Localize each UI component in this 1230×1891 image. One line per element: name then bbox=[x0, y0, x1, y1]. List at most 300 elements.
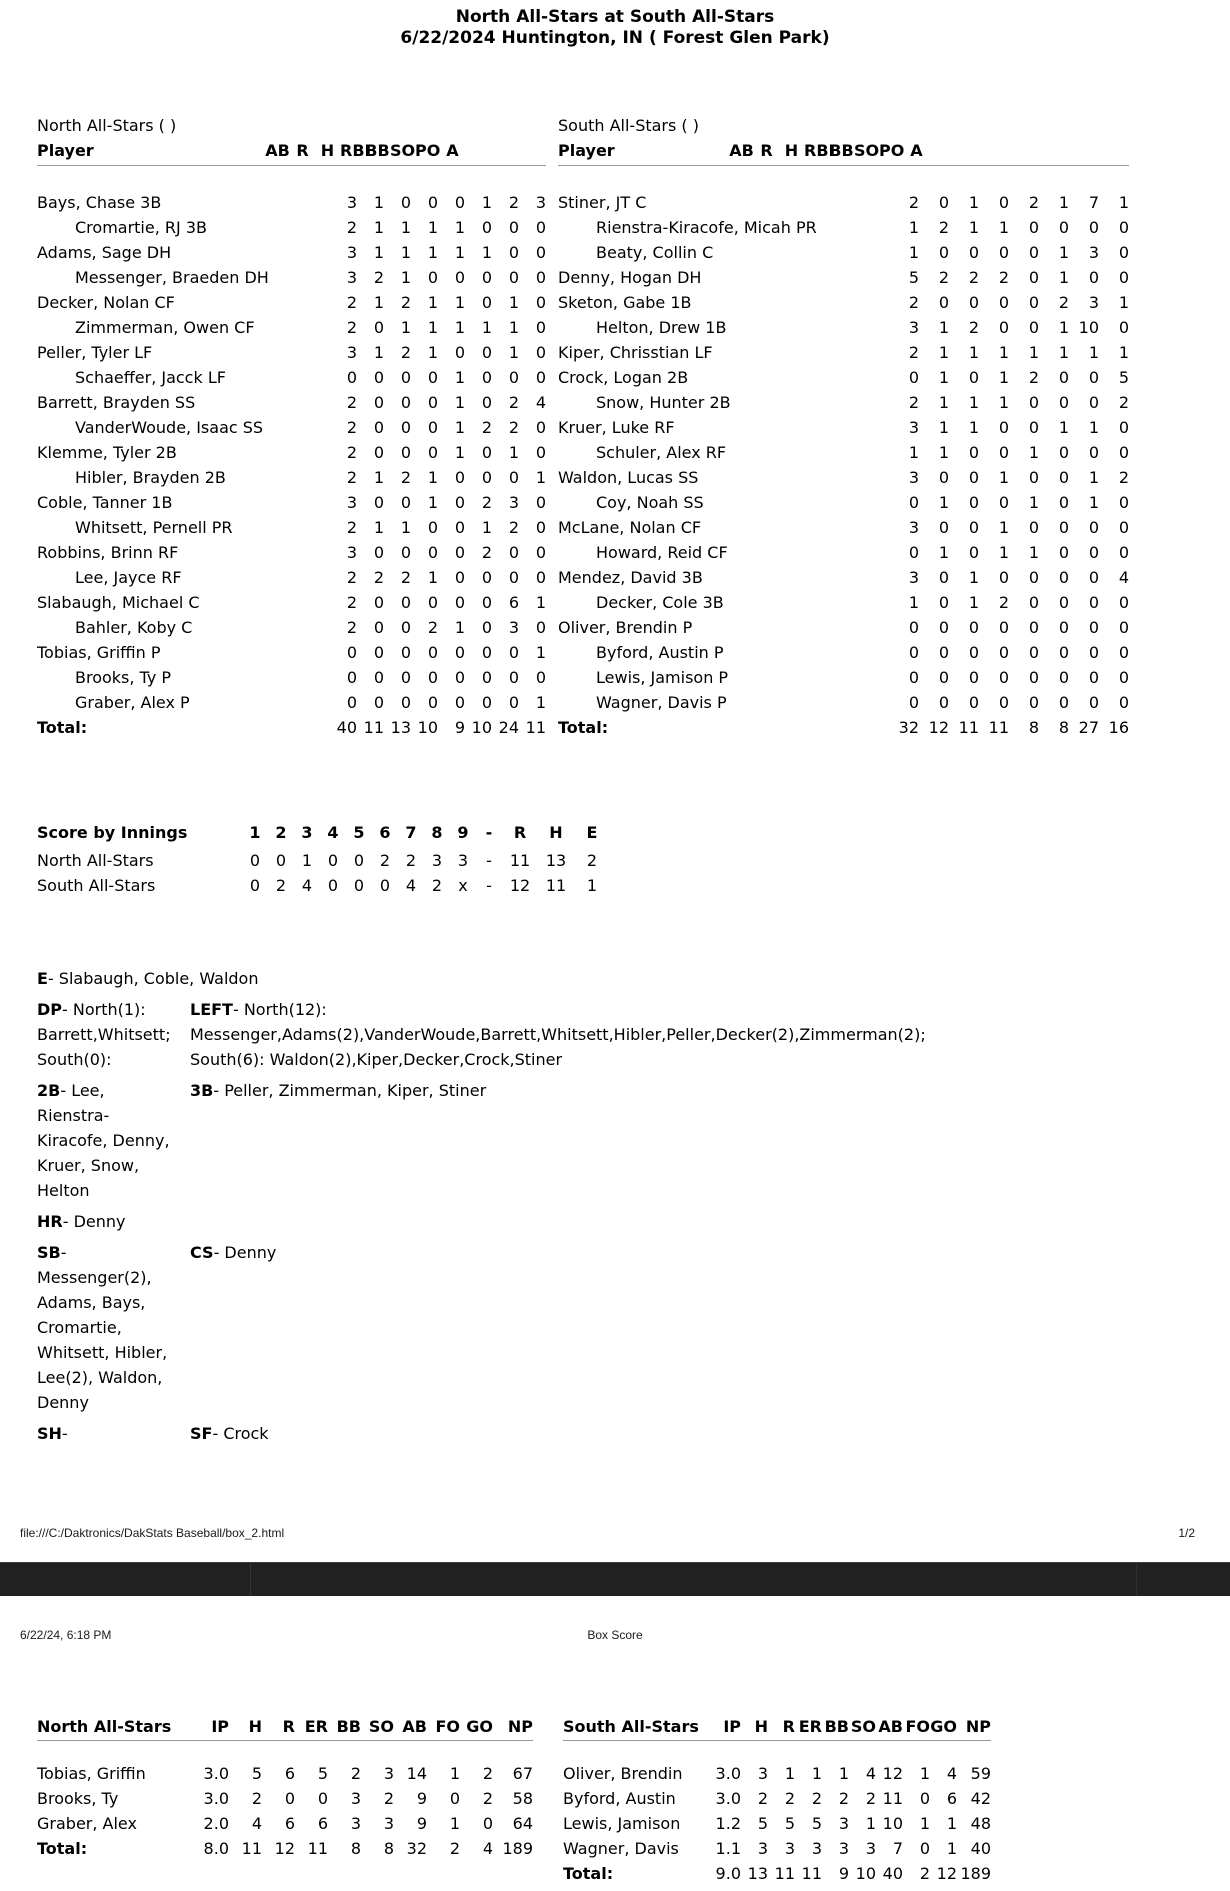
stat-h: 0 bbox=[400, 543, 411, 562]
stat-r: 1 bbox=[938, 393, 949, 412]
stat-er: 6 bbox=[317, 1814, 328, 1833]
stat-h: 0 bbox=[400, 693, 411, 712]
stat-r: 0 bbox=[284, 1789, 295, 1808]
batting-row bbox=[558, 665, 1129, 690]
stat-r: 5 bbox=[784, 1814, 795, 1833]
stat-po: 1 bbox=[1088, 493, 1099, 512]
stat-h: 2 bbox=[400, 568, 411, 587]
game-title bbox=[37, 0, 1193, 49]
stat-rbi: 1 bbox=[427, 568, 438, 587]
stat-h: 0 bbox=[400, 418, 411, 437]
stat-r: 0 bbox=[373, 443, 384, 462]
stat-er: 5 bbox=[317, 1764, 328, 1783]
note-text: - Lee, Rienstra-Kiracofe, Denny, Kruer, Snow, Helton bbox=[37, 1081, 170, 1200]
stat-ab: 3 bbox=[346, 268, 357, 287]
runs-header: R bbox=[513, 823, 527, 842]
stat-so: 0 bbox=[1058, 618, 1069, 637]
stat-so: 2 bbox=[865, 1789, 876, 1808]
stat-h: 2 bbox=[400, 293, 411, 312]
col-header-ab: AB bbox=[265, 141, 290, 160]
stat-go: 1 bbox=[946, 1839, 957, 1858]
stat-a: 1 bbox=[1118, 193, 1129, 212]
player-name: Crock, Logan 2B bbox=[558, 368, 689, 387]
line-score-header bbox=[37, 820, 1193, 845]
stat-rbi: 0 bbox=[427, 443, 438, 462]
stat-so: 0 bbox=[481, 343, 492, 362]
stat-ab: 3 bbox=[346, 493, 357, 512]
runs-value: 11 bbox=[509, 851, 531, 870]
stat-rbi: 1 bbox=[998, 393, 1009, 412]
stat-r: 1 bbox=[373, 518, 384, 537]
stat-so: 0 bbox=[1058, 568, 1069, 587]
stat-so: 2 bbox=[481, 418, 492, 437]
stat-h: 0 bbox=[400, 368, 411, 387]
player-name: Rienstra-Kiracofe, Micah PR bbox=[596, 218, 817, 237]
player-name: Schaeffer, Jacck LF bbox=[75, 368, 226, 387]
player-name: Mendez, David 3B bbox=[558, 568, 703, 587]
stat-rbi: 1 bbox=[427, 318, 438, 337]
stat-a: 0 bbox=[1118, 318, 1129, 337]
batting-row bbox=[37, 365, 546, 390]
inning-score: 0 bbox=[327, 851, 339, 870]
stat-rbi: 0 bbox=[427, 643, 438, 662]
stat-h: 2 bbox=[968, 318, 979, 337]
batting-row bbox=[558, 490, 1129, 515]
stat-column-headers bbox=[265, 141, 465, 160]
batting-row bbox=[37, 390, 546, 415]
player-name: Klemme, Tyler 2B bbox=[37, 443, 177, 462]
stat-rbi: 0 bbox=[427, 418, 438, 437]
stat-po: 0 bbox=[508, 668, 519, 687]
note-label: SF bbox=[190, 1424, 213, 1443]
stat-h: 1 bbox=[968, 393, 979, 412]
stat-h: 0 bbox=[968, 543, 979, 562]
stat-ip: 3.0 bbox=[203, 1789, 229, 1808]
stat-ab: 1 bbox=[908, 443, 919, 462]
stat-ab: 2 bbox=[908, 193, 919, 212]
col-header-er: ER bbox=[304, 1717, 328, 1736]
player-name: Slabaugh, Michael C bbox=[37, 593, 200, 612]
stat-h: 5 bbox=[757, 1814, 768, 1833]
stat-ab: 2 bbox=[346, 218, 357, 237]
stat-r: 1 bbox=[938, 418, 949, 437]
stat-h: 2 bbox=[400, 343, 411, 362]
col-header-fo: FO bbox=[905, 1717, 930, 1736]
stat-so: 0 bbox=[1058, 368, 1069, 387]
stat-so: 0 bbox=[1058, 543, 1069, 562]
stat-po: 1 bbox=[508, 343, 519, 362]
line-score-team: South All-Stars bbox=[37, 876, 156, 895]
stat-h: 3 bbox=[757, 1839, 768, 1858]
game-title-line1: North All-Stars at South All-Stars bbox=[455, 7, 775, 27]
batting-row bbox=[558, 265, 1129, 290]
total-a: 11 bbox=[525, 718, 546, 737]
total-h: 13 bbox=[747, 1864, 768, 1883]
player-name: Lee, Jayce RF bbox=[75, 568, 182, 587]
stat-a: 0 bbox=[1118, 493, 1129, 512]
errors-value: 1 bbox=[586, 876, 598, 895]
batting-row bbox=[558, 215, 1129, 240]
inning-score: 0 bbox=[353, 851, 365, 870]
col-header-r: R bbox=[782, 1717, 795, 1736]
player-name: Tobias, Griffin P bbox=[37, 643, 161, 662]
player-column-header: Player bbox=[37, 141, 94, 160]
stat-r: 6 bbox=[284, 1814, 295, 1833]
col-header-so: SO bbox=[368, 1717, 394, 1736]
batting-row bbox=[37, 590, 546, 615]
pitching-row bbox=[37, 1811, 533, 1836]
stat-bb: 0 bbox=[1028, 243, 1039, 262]
stat-h: 1 bbox=[968, 593, 979, 612]
stat-np: 58 bbox=[512, 1789, 533, 1808]
note-stolen-bases bbox=[37, 1240, 179, 1415]
stat-h: 0 bbox=[400, 618, 411, 637]
player-name: Peller, Tyler LF bbox=[37, 343, 153, 362]
stat-bb: 1 bbox=[454, 218, 465, 237]
pitching-rows-north bbox=[37, 1761, 533, 1836]
runs-value: 12 bbox=[509, 876, 531, 895]
stat-ab: 2 bbox=[346, 443, 357, 462]
stat-so: 0 bbox=[481, 618, 492, 637]
stat-bb: 0 bbox=[454, 693, 465, 712]
stat-ip: 3.0 bbox=[715, 1764, 741, 1783]
stat-po: 2 bbox=[508, 393, 519, 412]
stat-r: 2 bbox=[373, 568, 384, 587]
stat-np: 59 bbox=[970, 1764, 991, 1783]
col-header-so: SO bbox=[850, 1717, 876, 1736]
col-header-ab: AB bbox=[402, 1717, 427, 1736]
stat-r: 1 bbox=[938, 318, 949, 337]
col-header-po: PO bbox=[415, 141, 441, 160]
stat-po: 0 bbox=[1088, 593, 1099, 612]
stat-bb: 3 bbox=[838, 1814, 849, 1833]
pitching-table-north bbox=[37, 1715, 533, 1886]
stat-po: 0 bbox=[1088, 693, 1099, 712]
stat-po: 0 bbox=[1088, 218, 1099, 237]
stat-a: 0 bbox=[535, 243, 546, 262]
stat-rbi: 0 bbox=[427, 268, 438, 287]
pitcher-name: Wagner, Davis bbox=[563, 1839, 679, 1858]
note-2b-3b bbox=[37, 1078, 1193, 1203]
stat-a: 0 bbox=[1118, 543, 1129, 562]
player-name: Kiper, Chrisstian LF bbox=[558, 343, 713, 362]
stat-r: 0 bbox=[373, 493, 384, 512]
inning-score: 0 bbox=[327, 876, 339, 895]
stat-h: 1 bbox=[400, 243, 411, 262]
note-sac-flies bbox=[190, 1421, 1193, 1446]
stat-ip: 2.0 bbox=[203, 1814, 229, 1833]
stat-so: 1 bbox=[481, 243, 492, 262]
stat-rbi: 0 bbox=[427, 368, 438, 387]
stat-a: 0 bbox=[535, 293, 546, 312]
stat-po: 0 bbox=[508, 218, 519, 237]
inning-dash: - bbox=[485, 823, 493, 842]
col-header-ab: AB bbox=[878, 1717, 903, 1736]
stat-h: 0 bbox=[968, 518, 979, 537]
inning-score: 0 bbox=[379, 876, 391, 895]
stat-r: 2 bbox=[938, 268, 949, 287]
stat-bb: 2 bbox=[838, 1789, 849, 1808]
note-label: HR bbox=[37, 1212, 63, 1231]
batting-row bbox=[37, 565, 546, 590]
page-separator bbox=[0, 1562, 1230, 1596]
stat-go: 6 bbox=[946, 1789, 957, 1808]
stat-bb: 1 bbox=[1028, 443, 1039, 462]
pitcher-name: Graber, Alex bbox=[37, 1814, 137, 1833]
line-score-row bbox=[37, 848, 1193, 873]
stat-po: 1 bbox=[1088, 418, 1099, 437]
stat-bb: 0 bbox=[454, 543, 465, 562]
stat-r: 6 bbox=[284, 1764, 295, 1783]
stat-ip: 1.2 bbox=[715, 1814, 741, 1833]
total-bb: 9 bbox=[454, 718, 465, 737]
stat-so: 3 bbox=[865, 1839, 876, 1858]
stat-h: 0 bbox=[968, 618, 979, 637]
stat-bb: 0 bbox=[1028, 643, 1039, 662]
stat-rbi: 1 bbox=[998, 543, 1009, 562]
stat-a: 0 bbox=[535, 368, 546, 387]
col-header-ip: IP bbox=[211, 1717, 229, 1736]
col-header-h: H bbox=[754, 1717, 768, 1736]
batting-section bbox=[37, 113, 1193, 740]
stat-so: 0 bbox=[481, 693, 492, 712]
stat-r: 0 bbox=[938, 468, 949, 487]
pitching-section bbox=[0, 1715, 1230, 1886]
batting-row bbox=[558, 515, 1129, 540]
stat-po: 0 bbox=[1088, 393, 1099, 412]
total-label: Total: bbox=[37, 718, 88, 737]
stat-so: 0 bbox=[1058, 518, 1069, 537]
stat-a: 0 bbox=[535, 218, 546, 237]
stat-ab: 3 bbox=[346, 243, 357, 262]
stat-a: 2 bbox=[1118, 468, 1129, 487]
batting-row bbox=[37, 290, 546, 315]
stat-ab: 10 bbox=[882, 1814, 903, 1833]
stat-go: 1 bbox=[946, 1814, 957, 1833]
note-sb-cs bbox=[37, 1240, 1193, 1415]
note-text: - bbox=[61, 1424, 68, 1443]
batting-row bbox=[37, 490, 546, 515]
line-score-title: Score by Innings bbox=[37, 823, 188, 842]
player-name: Graber, Alex P bbox=[75, 693, 190, 712]
stat-so: 0 bbox=[481, 268, 492, 287]
stat-bb: 0 bbox=[1028, 693, 1039, 712]
stat-a: 0 bbox=[1118, 243, 1129, 262]
stat-po: 3 bbox=[508, 618, 519, 637]
stat-po: 3 bbox=[1088, 293, 1099, 312]
stat-h: 0 bbox=[400, 393, 411, 412]
batting-row bbox=[37, 615, 546, 640]
stat-h: 0 bbox=[968, 368, 979, 387]
hits-value: 11 bbox=[545, 876, 567, 895]
stat-bb: 0 bbox=[454, 568, 465, 587]
stat-h: 0 bbox=[968, 643, 979, 662]
stat-so: 0 bbox=[1058, 693, 1069, 712]
stat-r: 0 bbox=[938, 618, 949, 637]
stat-bb: 1 bbox=[838, 1764, 849, 1783]
col-header-po: PO bbox=[879, 141, 905, 160]
stat-a: 0 bbox=[535, 668, 546, 687]
player-name: Sketon, Gabe 1B bbox=[558, 293, 692, 312]
batting-row bbox=[558, 640, 1129, 665]
stat-so: 0 bbox=[481, 643, 492, 662]
stat-so: 1 bbox=[1058, 268, 1069, 287]
stat-so: 1 bbox=[481, 318, 492, 337]
stat-bb: 3 bbox=[838, 1839, 849, 1858]
stat-so: 0 bbox=[1058, 493, 1069, 512]
stat-po: 0 bbox=[508, 568, 519, 587]
stat-so: 1 bbox=[865, 1814, 876, 1833]
stat-rbi: 0 bbox=[998, 618, 1009, 637]
stat-r: 1 bbox=[938, 368, 949, 387]
stat-er: 2 bbox=[811, 1789, 822, 1808]
stat-r: 0 bbox=[373, 668, 384, 687]
batting-row bbox=[558, 565, 1129, 590]
stat-ab: 3 bbox=[908, 318, 919, 337]
stat-ab: 0 bbox=[346, 668, 357, 687]
stat-ab: 3 bbox=[346, 193, 357, 212]
inning-dash: - bbox=[486, 851, 492, 870]
batting-row bbox=[558, 440, 1129, 465]
stat-so: 2 bbox=[1058, 293, 1069, 312]
stat-so: 0 bbox=[1058, 218, 1069, 237]
stat-a: 3 bbox=[535, 193, 546, 212]
stat-h: 4 bbox=[251, 1814, 262, 1833]
stat-rbi: 2 bbox=[998, 593, 1009, 612]
stat-bb: 0 bbox=[1028, 468, 1039, 487]
note-sac-hits bbox=[37, 1421, 179, 1446]
stat-so: 0 bbox=[1058, 668, 1069, 687]
stat-po: 0 bbox=[508, 693, 519, 712]
stat-so: 3 bbox=[383, 1814, 394, 1833]
pitching-row bbox=[563, 1836, 991, 1861]
batting-row bbox=[558, 340, 1129, 365]
stat-a: 4 bbox=[1118, 568, 1129, 587]
hits-value: 13 bbox=[545, 851, 567, 870]
page1-print-footer bbox=[0, 1526, 1230, 1541]
stat-rbi: 0 bbox=[427, 193, 438, 212]
note-text: - Denny bbox=[213, 1243, 277, 1262]
stat-fo: 1 bbox=[919, 1764, 930, 1783]
stat-er: 1 bbox=[811, 1764, 822, 1783]
col-header-rbi: RBI bbox=[340, 141, 371, 160]
stat-fo: 1 bbox=[449, 1814, 460, 1833]
stat-ip: 3.0 bbox=[715, 1789, 741, 1808]
stat-a: 0 bbox=[1118, 418, 1129, 437]
stat-ab: 1 bbox=[908, 593, 919, 612]
player-name: Decker, Cole 3B bbox=[596, 593, 724, 612]
stat-h: 1 bbox=[400, 268, 411, 287]
stat-rbi: 0 bbox=[998, 643, 1009, 662]
stat-h: 0 bbox=[968, 243, 979, 262]
stat-ab: 0 bbox=[346, 693, 357, 712]
note-homeruns bbox=[37, 1209, 179, 1234]
batting-row bbox=[37, 440, 546, 465]
total-label: Total: bbox=[563, 1864, 614, 1883]
stat-so: 0 bbox=[481, 218, 492, 237]
stat-rbi: 2 bbox=[998, 268, 1009, 287]
stat-h: 0 bbox=[400, 593, 411, 612]
col-header-np: NP bbox=[507, 1717, 533, 1736]
stat-po: 0 bbox=[1088, 643, 1099, 662]
total-rbi: 10 bbox=[417, 718, 438, 737]
print-timestamp: 6/22/24, 6:18 PM bbox=[20, 1628, 112, 1642]
player-name: Robbins, Brinn RF bbox=[37, 543, 179, 562]
stat-so: 0 bbox=[481, 593, 492, 612]
total-fo: 2 bbox=[449, 1839, 460, 1858]
stat-rbi: 0 bbox=[998, 668, 1009, 687]
note-dp bbox=[37, 997, 179, 1072]
stat-r: 0 bbox=[938, 568, 949, 587]
note-text: South(6): Waldon(2),Kiper,Decker,Crock,Stiner bbox=[190, 1050, 563, 1069]
player-name: Schuler, Alex RF bbox=[596, 443, 727, 462]
col-header-bb: BB bbox=[336, 1717, 361, 1736]
stat-np: 67 bbox=[512, 1764, 533, 1783]
player-name: Adams, Sage DH bbox=[37, 243, 172, 262]
stat-bb: 0 bbox=[454, 193, 465, 212]
inning-3: 3 bbox=[301, 823, 313, 842]
stat-r: 0 bbox=[373, 643, 384, 662]
stat-po: 0 bbox=[508, 268, 519, 287]
stat-ab: 7 bbox=[892, 1839, 903, 1858]
batting-row bbox=[37, 665, 546, 690]
total-label: Total: bbox=[37, 1839, 88, 1858]
stat-rbi: 0 bbox=[427, 393, 438, 412]
stat-r: 0 bbox=[938, 293, 949, 312]
inning-score: 4 bbox=[405, 876, 417, 895]
stat-np: 42 bbox=[970, 1789, 991, 1808]
stat-r: 1 bbox=[373, 218, 384, 237]
inning-dash: - bbox=[486, 876, 492, 895]
stat-po: 1 bbox=[508, 318, 519, 337]
stat-bb: 0 bbox=[1028, 268, 1039, 287]
batting-row bbox=[37, 690, 546, 715]
stat-so: 3 bbox=[383, 1764, 394, 1783]
batting-row bbox=[558, 615, 1129, 640]
batting-table-south bbox=[558, 113, 1129, 740]
note-label: LEFT bbox=[190, 1000, 233, 1019]
stat-rbi: 0 bbox=[998, 318, 1009, 337]
batting-row bbox=[37, 315, 546, 340]
stat-po: 0 bbox=[1088, 368, 1099, 387]
stat-r: 0 bbox=[938, 243, 949, 262]
stat-bb: 0 bbox=[1028, 668, 1039, 687]
stat-h: 0 bbox=[400, 668, 411, 687]
batting-row bbox=[558, 290, 1129, 315]
inning-7: 7 bbox=[405, 823, 417, 842]
stat-rbi: 0 bbox=[998, 693, 1009, 712]
stat-po: 0 bbox=[1088, 618, 1099, 637]
stat-so: 1 bbox=[1058, 193, 1069, 212]
stat-bb: 0 bbox=[1028, 593, 1039, 612]
total-ip: 9.0 bbox=[715, 1864, 741, 1883]
batting-row bbox=[558, 540, 1129, 565]
stat-po: 3 bbox=[508, 493, 519, 512]
stat-ab: 3 bbox=[908, 418, 919, 437]
stat-r: 1 bbox=[373, 343, 384, 362]
stat-r: 1 bbox=[938, 443, 949, 462]
total-er: 11 bbox=[801, 1864, 822, 1883]
batting-row bbox=[37, 215, 546, 240]
pitching-row bbox=[37, 1786, 533, 1811]
inning-score: 3 bbox=[431, 851, 443, 870]
line-score-team: North All-Stars bbox=[37, 851, 154, 870]
player-name: Cromartie, RJ 3B bbox=[75, 218, 207, 237]
stat-bb: 0 bbox=[1028, 293, 1039, 312]
stat-ab: 0 bbox=[346, 368, 357, 387]
stat-bb: 0 bbox=[454, 643, 465, 662]
stat-po: 0 bbox=[508, 368, 519, 387]
